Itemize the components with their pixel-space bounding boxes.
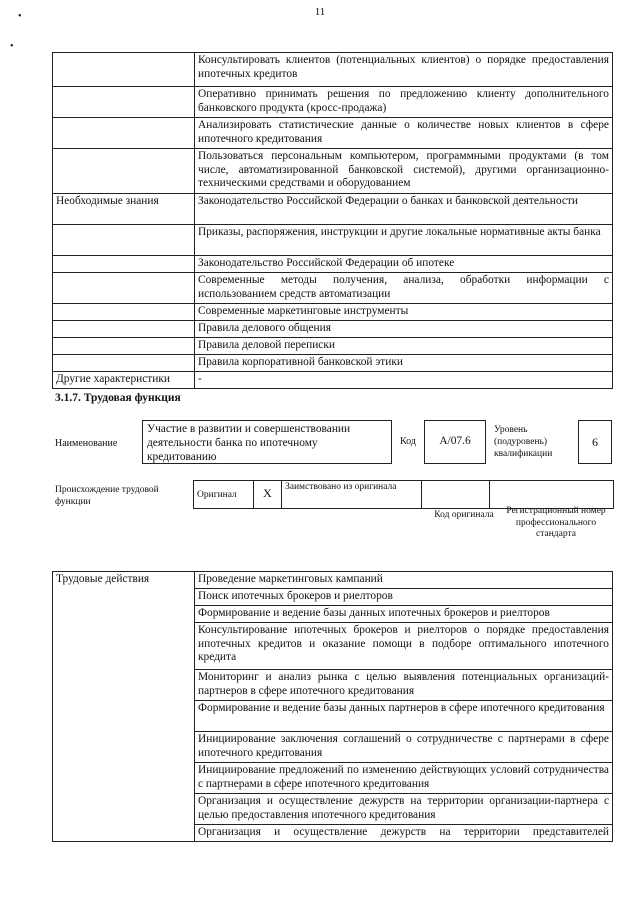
registration-number-cell — [490, 481, 614, 509]
level-value: 6 — [578, 420, 612, 464]
action-cell: Мониторинг и анализ рынка с целью выявления потенциальных организаций-партнеров в сфере ипотечного кредитования — [195, 670, 613, 701]
section-title: 3.1.7. Трудовая функция — [55, 392, 181, 404]
row-label: Другие характеристики — [53, 372, 195, 389]
row-label — [53, 273, 195, 304]
knowledge-cell: Приказы, распоряжения, инструкции и другие локальные нормативные акты банка — [195, 225, 613, 256]
origin-code-cell — [422, 481, 490, 509]
row-label — [53, 321, 195, 338]
level-label: Уровень (подуровень) квалификации — [494, 425, 553, 459]
labor-actions-table — [52, 571, 613, 842]
row-label — [53, 53, 195, 87]
skill-cell: Оперативно принимать решения по предложению клиенту дополнительного банковского продукта (кросс-продажа) — [195, 87, 613, 118]
skill-cell: Пользоваться персональным компьютером, программными продуктами (в том числе, автоматизированной банковской системой), другими организационно-техническими средствами и оборудованием — [195, 149, 613, 194]
original-mark: X — [254, 481, 282, 509]
function-code: A/07.6 — [424, 420, 486, 464]
page-number: 11 — [314, 6, 326, 18]
row-label — [53, 355, 195, 372]
knowledge-cell: Правила деловой переписки — [195, 338, 613, 355]
action-cell: Инициирование заключения соглашений о сотрудничестве с партнерами в сфере ипотечного кредитования — [195, 732, 613, 763]
scan-speck: • — [18, 11, 22, 22]
skill-cell: Консультировать клиентов (потенциальных клиентов) о порядке предоставления ипотечных кредитов — [195, 53, 613, 87]
name-label: Наименование — [55, 438, 118, 449]
skill-cell: Анализировать статистические данные о количестве новых клиентов в сфере ипотечного кредитования — [195, 118, 613, 149]
row-label — [53, 256, 195, 273]
knowledge-cell: Современные методы получения, анализа, обработки информации с использованием средств автоматизации — [195, 273, 613, 304]
knowledge-cell: Правила корпоративной банковской этики — [195, 355, 613, 372]
borrowed-label: Заимствовано из оригинала — [282, 481, 422, 509]
row-label — [53, 118, 195, 149]
knowledge-cell: Правила делового общения — [195, 321, 613, 338]
knowledge-cell: Современные маркетинговые инструменты — [195, 304, 613, 321]
row-label: Необходимые знания — [53, 194, 195, 225]
row-label — [53, 304, 195, 321]
labor-actions-label: Трудовые действия — [53, 572, 195, 842]
knowledge-cell: Законодательство Российской Федерации об ипотеке — [195, 256, 613, 273]
other-cell: - — [195, 372, 613, 389]
row-label — [53, 149, 195, 194]
scan-speck: • — [10, 41, 14, 52]
registration-caption: Регистрационный номер профессионального стандарта — [506, 506, 606, 539]
action-cell: Консультирование ипотечных брокеров и риелторов о порядке предоставления ипотечных кредитов и оказание помощи в подборе оптимального ипотечного кредита — [195, 623, 613, 670]
action-cell: Проведение маркетинговых кампаний — [195, 572, 613, 589]
action-cell: Организация и осуществление дежурств на территории организации-партнера с целью предоставления ипотечного кредитования — [195, 794, 613, 825]
origin-table — [193, 480, 614, 509]
code-label: Код — [400, 436, 416, 447]
requirements-table — [52, 52, 613, 389]
row-label — [53, 87, 195, 118]
function-name: Участие в развитии и совершенствовании деятельности банка по ипотечному кредитованию — [142, 420, 392, 464]
origin-code-caption: Код оригинала — [434, 510, 494, 520]
action-cell: Организация и осуществление дежурств на территории представителей — [195, 825, 613, 842]
action-cell: Инициирование предложений по изменению действующих условий сотрудничества с партнерами в сфере ипотечного кредитования — [195, 763, 613, 794]
action-cell: Формирование и ведение базы данных ипотечных брокеров и риелторов — [195, 606, 613, 623]
knowledge-cell: Законодательство Российской Федерации о банках и банковской деятельности — [195, 194, 613, 225]
original-label: Оригинал — [194, 481, 254, 509]
row-label — [53, 225, 195, 256]
action-cell: Формирование и ведение базы данных партнеров в сфере ипотечного кредитования — [195, 701, 613, 732]
origin-label: Происхождение трудовой функции — [55, 485, 159, 507]
row-label — [53, 338, 195, 355]
action-cell: Поиск ипотечных брокеров и риелторов — [195, 589, 613, 606]
